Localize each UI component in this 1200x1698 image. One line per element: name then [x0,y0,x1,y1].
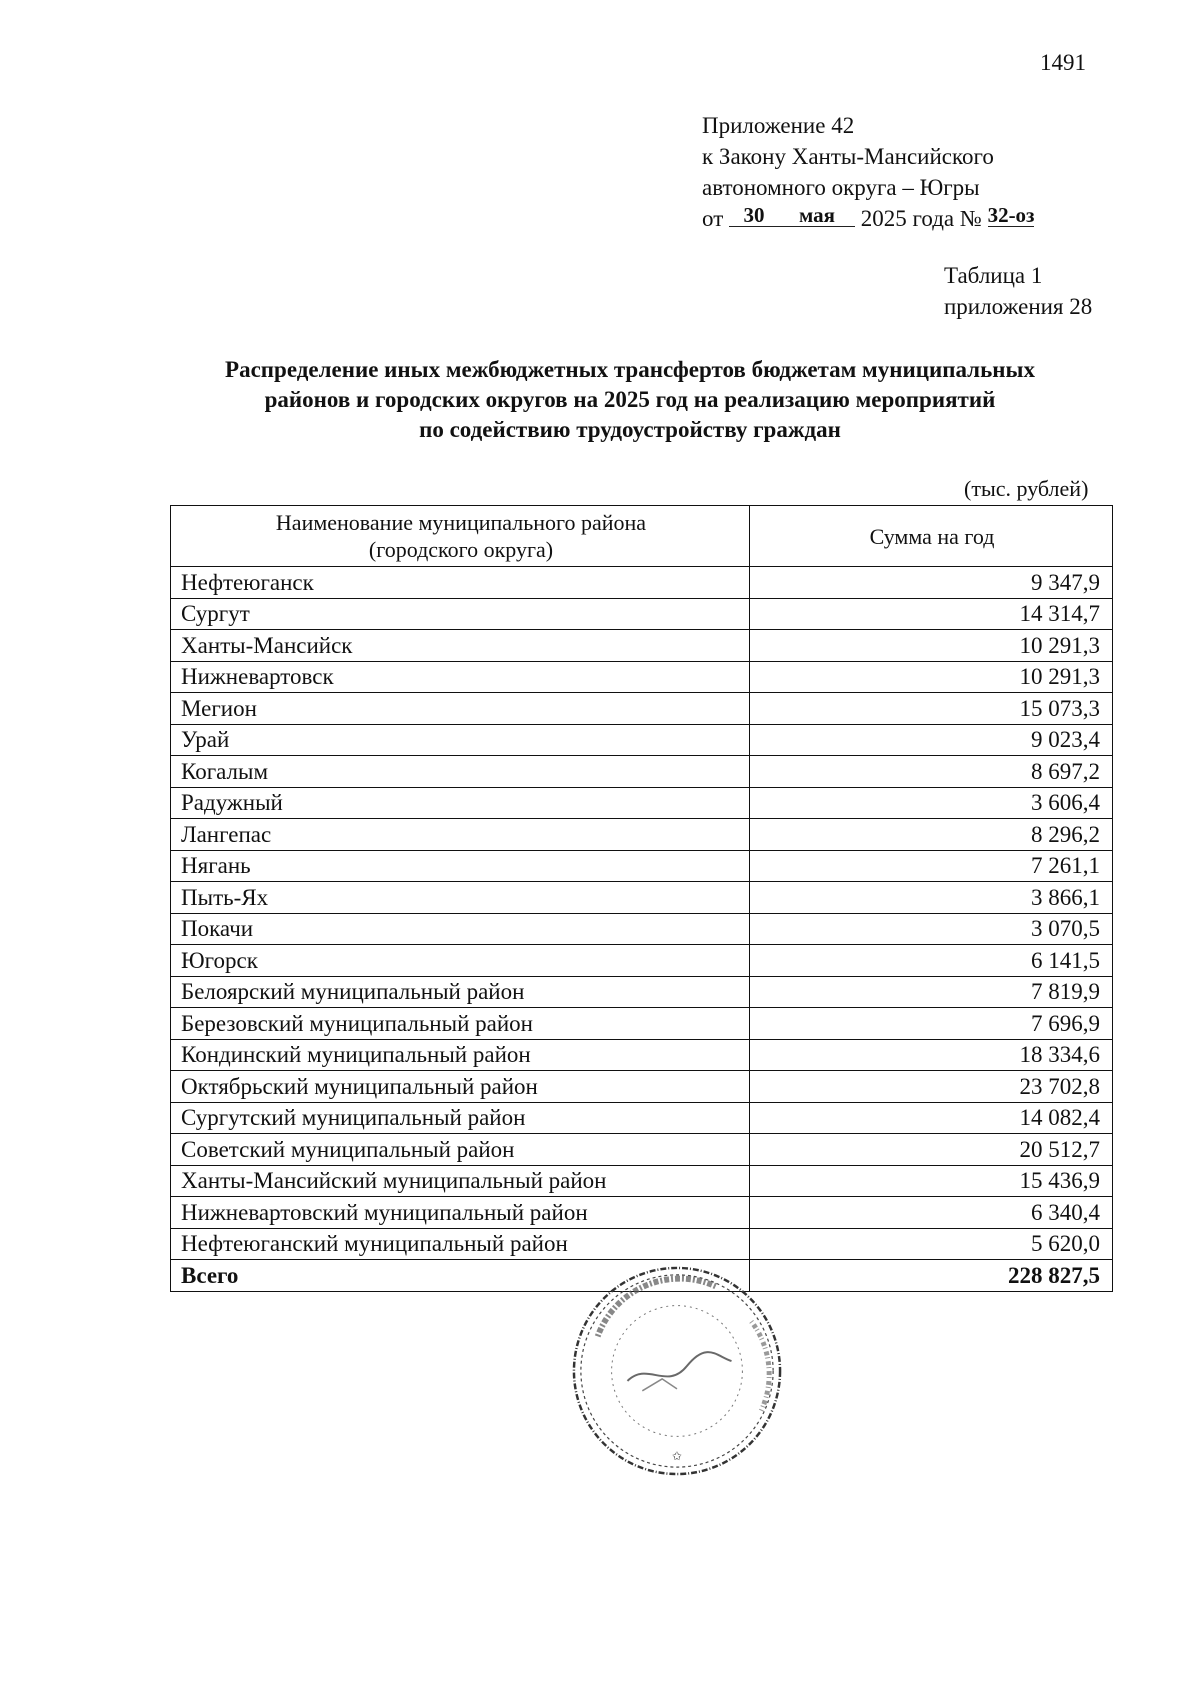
municipality-name: Советский муниципальный район [171,1134,750,1166]
amount-value: 18 334,6 [750,1039,1113,1071]
total-amount: 228 827,5 [750,1260,1113,1292]
amount-value: 7 261,1 [750,850,1113,882]
municipality-name: Березовский муниципальный район [171,1008,750,1040]
municipality-name: Белоярский муниципальный район [171,976,750,1008]
table-reference [944,260,1092,322]
table-row [171,850,1113,882]
table-row [171,630,1113,662]
table-row [171,724,1113,756]
municipality-name: Ханты-Мансийский муниципальный район [171,1165,750,1197]
month-field: мая [779,204,855,227]
table-row [171,661,1113,693]
municipality-name: Сургут [171,598,750,630]
table-row [171,598,1113,630]
amount-value: 9 023,4 [750,724,1113,756]
table-ref-line-1: Таблица 1 [944,263,1043,288]
svg-text:✩: ✩ [672,1449,682,1464]
municipality-name: Кондинский муниципальный район [171,1039,750,1071]
amount-value: 7 696,9 [750,1008,1113,1040]
amount-value: 5 620,0 [750,1228,1113,1260]
table-row [171,1039,1113,1071]
municipality-name: Нефтеюганский муниципальный район [171,1228,750,1260]
distribution-table [170,505,1113,1292]
year-text: 2025 года № [860,206,982,231]
unit-label: (тыс. рублей) [964,476,1089,501]
appendix-header [702,110,1034,234]
total-label: Всего [171,1260,750,1292]
appendix-line-2: к Закону Ханты-Мансийского [702,144,994,169]
municipality-name: Нягань [171,850,750,882]
header-name-line-1: Наименование муниципального района [275,510,647,535]
amount-value: 7 819,9 [750,976,1113,1008]
table-row [171,976,1113,1008]
municipality-name: Сургутский муниципальный район [171,1102,750,1134]
header-amount-cell: Сумма на год [750,506,1113,567]
table-row [171,787,1113,819]
amount-value: 6 340,4 [750,1197,1113,1229]
table-row [171,1008,1113,1040]
table-row [171,882,1113,914]
municipality-name: Лангепас [171,819,750,851]
municipality-name: Нижневартовский муниципальный район [171,1197,750,1229]
municipality-name: Мегион [171,693,750,725]
municipality-name: Радужный [171,787,750,819]
municipality-name: Нижневартовск [171,661,750,693]
municipality-name: Пыть-Ях [171,882,750,914]
amount-value: 9 347,9 [750,567,1113,599]
municipality-name: Покачи [171,913,750,945]
from-label: от [702,206,724,231]
appendix-date-line [702,203,1034,234]
amount-value: 14 082,4 [750,1102,1113,1134]
table-row [171,1165,1113,1197]
page-number: 1491 [1040,50,1086,75]
header-name-cell [171,506,750,567]
appendix-line-1: Приложение 42 [702,113,855,138]
table-row [171,1197,1113,1229]
appendix-line-3: автономного округа – Югры [702,175,980,200]
law-number-field: 32-оз [987,203,1035,227]
amount-value: 23 702,8 [750,1071,1113,1103]
table-row [171,1134,1113,1166]
title-line-2: районов и городских округов на 2025 год на реализацию мероприятий [264,387,996,412]
table-header-row [171,506,1113,567]
table-row [171,693,1113,725]
amount-value: 10 291,3 [750,630,1113,662]
table-row [171,1102,1113,1134]
title-line-1: Распределение иных межбюджетных трансфертов бюджетам муниципальных [225,357,1035,382]
title-line-3: по содействию трудоустройству граждан [419,417,841,442]
table-ref-line-2: приложения 28 [944,294,1093,319]
amount-value: 8 296,2 [750,819,1113,851]
amount-value: 3 606,4 [750,787,1113,819]
table-row [171,913,1113,945]
official-seal [568,1262,786,1480]
amount-value: 15 436,9 [750,1165,1113,1197]
amount-value: 6 141,5 [750,945,1113,977]
amount-value: 3 866,1 [750,882,1113,914]
municipality-name: Октябрьский муниципальный район [171,1071,750,1103]
table-row [171,819,1113,851]
table-row [171,1071,1113,1103]
day-field: 30 [729,204,779,227]
amount-value: 8 697,2 [750,756,1113,788]
amount-value: 3 070,5 [750,913,1113,945]
municipality-name: Ханты-Мансийск [171,630,750,662]
amount-value: 20 512,7 [750,1134,1113,1166]
header-name-line-2: (городского округа) [368,537,554,562]
table-row [171,567,1113,599]
table-body [171,567,1113,1260]
municipality-name: Когалым [171,756,750,788]
table-row [171,1228,1113,1260]
municipality-name: Урай [171,724,750,756]
document-title [150,355,1110,445]
amount-value: 10 291,3 [750,661,1113,693]
table-row [171,945,1113,977]
municipality-name: Нефтеюганск [171,567,750,599]
table-row [171,756,1113,788]
amount-value: 14 314,7 [750,598,1113,630]
municipality-name: Югорск [171,945,750,977]
amount-value: 15 073,3 [750,693,1113,725]
